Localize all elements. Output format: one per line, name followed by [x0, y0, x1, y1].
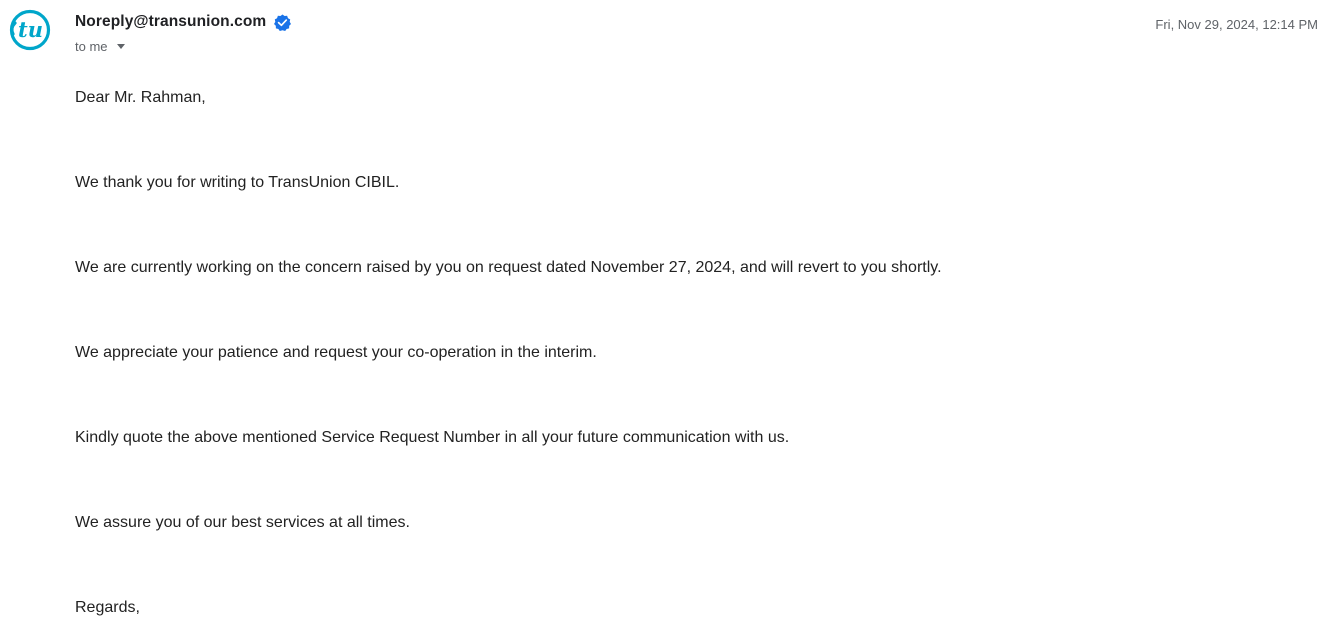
recipient-details-toggle[interactable]: [75, 38, 291, 54]
body-paragraph: We thank you for writing to TransUnion CIBIL.: [75, 174, 400, 191]
sender-block: [75, 8, 291, 54]
email-body: [0, 87, 1336, 618]
body-paragraph: We are currently working on the concern raised by you on request dated November 27, 2024, and will revert to you shortly.: [75, 259, 942, 276]
email-date: Fri, Nov 29, 2024, 12:14 PM: [1155, 17, 1318, 32]
recipient-label: to me: [75, 38, 108, 54]
body-paragraph: We appreciate your patience and request your co-operation in the interim.: [75, 344, 597, 361]
body-paragraph: Regards,: [75, 599, 140, 616]
email-header: [0, 0, 1336, 56]
verified-badge-icon: [274, 14, 291, 31]
chevron-down-icon: [117, 44, 125, 49]
svg-text:tu: tu: [18, 17, 43, 42]
body-paragraph: Kindly quote the above mentioned Service Request Number in all your future communication with us.: [75, 429, 790, 446]
body-paragraph: Dear Mr. Rahman,: [75, 89, 206, 106]
sender-email[interactable]: Noreply@transunion.com: [75, 13, 267, 30]
sender-avatar[interactable]: [8, 8, 52, 52]
body-paragraph: We assure you of our best services at all times.: [75, 514, 410, 531]
transunion-logo-icon: [8, 8, 52, 52]
